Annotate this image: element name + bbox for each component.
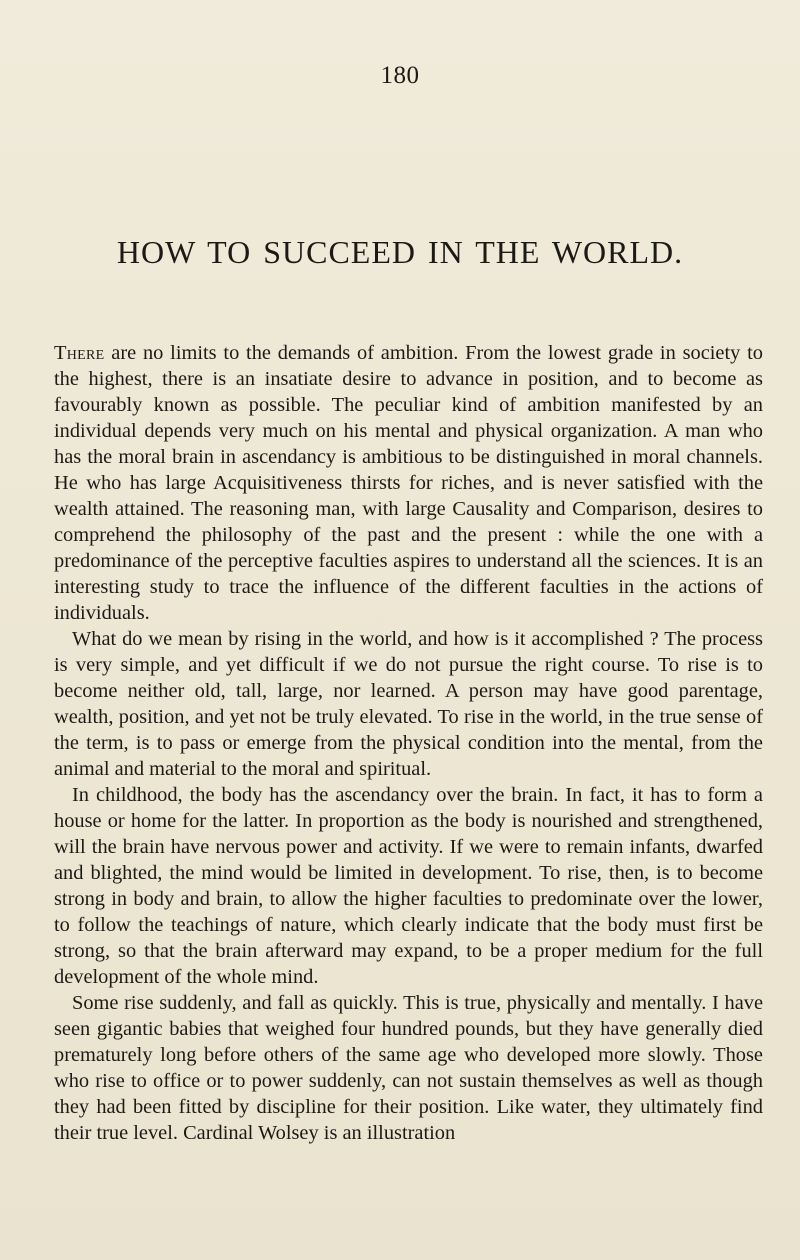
paragraph-4: Some rise suddenly, and fall as quickly. This is true, physically and mentally. I have seen gigantic babies that weighed four hundred pounds, but they have generally died prematurely long before others of the same age who developed more slowly. Those who rise to office or to power suddenly, can not sustain themselves as well as though they had been fitted by discipline for their position. Like water, they ultimately find their true level. Cardinal Wolsey is an illustration <box>54 992 763 1144</box>
chapter-title: HOW TO SUCCEED IN THE WORLD. <box>116 234 684 270</box>
page-number: 180 <box>380 62 420 89</box>
paragraph-1-text: are no limits to the demands of ambition. From the lowest grade in society to the highest, there is an insatiate desire to advance in position, and to become as favourably known as possible. The peculiar kind of ambition manifested by an individual depends very much on his mental and physical organization. A man who has the moral brain in ascendancy is ambitious to be distinguished in moral channels. He who has large Acquisitiveness thirsts for riches, and is never satisfied with the wealth attained. The reasoning man, with large Causality and Comparison, desires to comprehend the philosophy of the past and the present : while the one with a predominance of the perceptive faculties aspires to understand all the sciences. It is an interesting study to trace the influence of the different faculties in the actions of individuals. <box>54 342 763 624</box>
paragraph-3: In childhood, the body has the ascendancy over the brain. In fact, it has to form a house or home for the latter. In proportion as the body is nourished and strengthened, will the brain have nervous power and activity. If we were to remain infants, dwarfed and blighted, the mind would be limited in development. To rise, then, is to become strong in body and brain, to allow the higher faculties to predominate over the lower, to follow the teachings of nature, which clearly indicate that the body must first be strong, so that the brain afterward may expand, to be a proper medium for the full development of the whole mind. <box>54 784 763 988</box>
paragraph-lead-word: There <box>54 342 105 364</box>
paragraph-1 <box>54 340 763 626</box>
paragraph-2: What do we mean by rising in the world, and how is it accomplished ? The process is very simple, and yet difficult if we do not pursue the right course. To rise is to become neither old, tall, large, nor learned. A person may have good parentage, wealth, position, and yet not be truly elevated. To rise in the world, in the true sense of the term, is to pass or emerge from the physical condition into the mental, from the animal and material to the moral and spiritual. <box>54 628 763 780</box>
body-text <box>54 340 763 1146</box>
